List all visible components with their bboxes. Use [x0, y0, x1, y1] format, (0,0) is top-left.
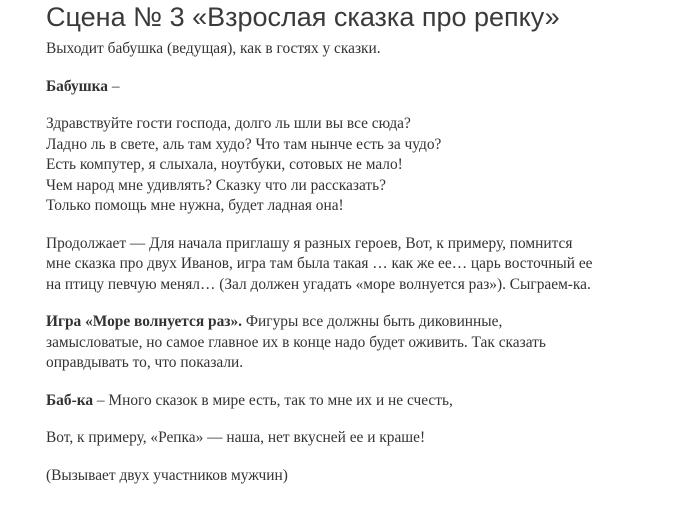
intro-paragraph: Выходит бабушка (ведущая), как в гостях у сказки. [46, 40, 381, 57]
continue-paragraph [46, 234, 686, 296]
verse-line: Чем народ мне удивлять? Сказку что ли рассказать? [46, 176, 386, 194]
game-text: Фигуры все должны быть диковинные, [242, 313, 503, 330]
speaker-text: – Много сказок в мире есть, так то мне их и не счесть, [93, 391, 453, 409]
stage-direction: (Вызывает двух участников мужчин) [46, 466, 288, 484]
verse-paragraph [46, 114, 686, 217]
article-body [46, 39, 686, 486]
speaker-line-babka [46, 391, 686, 412]
game-name: Игра «Море волнуется раз». [46, 313, 243, 330]
paragraph-line: замысловатые, но самое главное их в конце надо будет оживить. Так сказать [46, 333, 546, 351]
paragraph-line: Продолжает — Для начала приглашу я разных героев, Вот, к примеру, помнится [46, 234, 573, 252]
paragraph-line: мне сказка про двух Иванов, игра там была такая … как же ее… царь восточный ее [46, 255, 593, 272]
repka-paragraph: Вот, к примеру, «Репка» — наша, нет вкусней ее и краше! [46, 429, 426, 446]
verse-line: Только помощь мне нужна, будет ладная она! [46, 197, 344, 214]
verse-line: Есть компутер, я слыхала, ноутбуки, сотовых не мало! [46, 156, 403, 173]
speaker-name: Баб-ка [46, 391, 94, 409]
speaker-line-babushka [46, 77, 686, 98]
paragraph-line: на птицу певчую менял… (Зал должен угадать «море волнуется раз»). Сыграем-ка. [46, 275, 591, 293]
verse-line: Ладно ль в свете, аль там худо? Что там нынче есть за чудо? [46, 135, 442, 153]
speaker-name: Бабушка [46, 77, 108, 95]
game-paragraph [46, 312, 686, 374]
paragraph-line: оправдывать то, что показали. [46, 354, 244, 371]
paragraph-line [46, 312, 686, 333]
speaker-dash: – [108, 77, 120, 95]
page-title: Сцена № 3 «Взрослая сказка про репку» [46, 2, 560, 32]
verse-line: Здравствуйте гости господа, долго ль шли вы все сюда? [46, 115, 411, 132]
